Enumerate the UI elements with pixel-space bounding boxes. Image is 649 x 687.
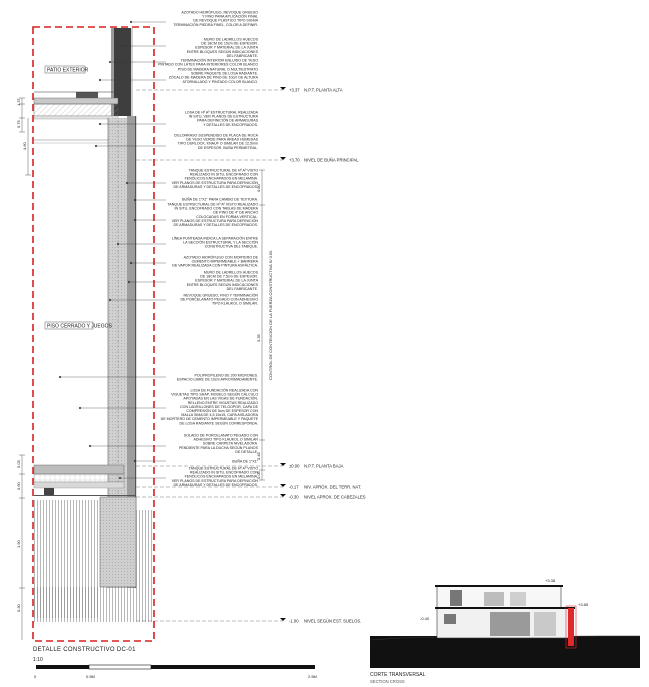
scale-bar <box>36 665 315 669</box>
left-dim-1: 1.37 <box>16 98 21 106</box>
level-value-5: -0.30 <box>289 494 299 500</box>
leader-dot-15 <box>79 407 81 409</box>
note-2-line-2: DE 18CM DE 15cm DE ESPESOR. <box>201 41 258 46</box>
scale-tick-0: 0 <box>34 674 37 679</box>
note-18-line-1: TANQUE ESTRUCTURAL DE Hº Aº VISTO <box>188 466 258 471</box>
leader-dot-18 <box>119 477 121 479</box>
note-4-line-1: PISO DE MADERA NATURAL O MULTIESTRATO <box>177 67 258 72</box>
left-dimension-chain <box>19 98 31 640</box>
note-5-line-2: IN SITU, VER PLANOS DE ESTRUCTURA <box>188 114 258 119</box>
leader-dot-5 <box>99 123 101 125</box>
note-12-line-4: ENTRE BLOQUES SEGÚN INDICACIONES <box>186 282 258 287</box>
note-5-line-3: PARA DEFINICIÓN DE ARMADURAS <box>197 118 258 123</box>
right-dimension-chain <box>259 170 265 480</box>
level-markers <box>136 87 366 624</box>
level-label-5: NIVEL APROX. DE CABEZALES <box>304 494 366 500</box>
note-1-line-2: Y FINO PARA APLICACIÓN FINAL <box>202 14 258 19</box>
level-marker-icon-6 <box>280 618 286 621</box>
note-2-line-5: DEL FABRICANTE. <box>226 53 258 58</box>
note-7-line-2: REALIZADO IN SITU, ENCOFRADO CON <box>189 172 258 177</box>
section-level-3: +3.85 <box>578 602 589 607</box>
note-10-line-1: LÍNEA PUNTEADA INDICA LA SEPARACIÓN ENTRE <box>171 236 258 241</box>
note-16-line-5: DE DETALLE. <box>235 449 258 454</box>
note-2-line-4: ENTRE BLOQUES SEGÚN INDICACIONES <box>186 49 258 54</box>
room-label-upper: PATIO EXTERIOR <box>47 67 89 74</box>
note-15-line-4: RELLENO ENTRE VIGUETAS REALIZADO <box>187 400 258 405</box>
left-dim-5: 0.60 <box>16 482 21 490</box>
left-dim-7: 0.30 <box>16 604 21 612</box>
note-2-line-3: ESPESOR Y MATERIAL DE LA JUNTA <box>195 45 258 50</box>
note-4-line-3: ZÓCALO DE MADERA DE PINO DE 10cm DE ALTURA <box>168 75 258 80</box>
scale-tick-2: 2.5M <box>308 674 317 679</box>
note-1-line-3: DE REVOQUE PLÁSTICO TIPO SIGMA <box>193 18 258 23</box>
note-12-line-5: DEL FABRICANTE. <box>226 286 258 291</box>
right-dim-1: 0.80 <box>256 184 261 192</box>
note-7-line-5: DE ARMADURAS Y DETALLES DE ENCOFRADOS. <box>173 184 258 189</box>
level-label-6: NIVEL SEGÚN EST. SUELOS. <box>304 618 362 624</box>
highlight-wall-red <box>568 608 574 646</box>
note-16-line-1: SOLADO DE PORCELANATO PEGADO CON <box>183 433 258 438</box>
note-12-line-3: ESPESOR Y MATERIAL DE LA JUNTA <box>195 278 258 283</box>
leader-dot-2 <box>121 45 123 47</box>
level-value-4: -0.17 <box>289 484 299 490</box>
cross-section-thumbnail <box>370 578 640 668</box>
note-10-line-3: CONSTRUCTIVA DEL TABIQUE. <box>204 244 258 249</box>
note-15-line-9: DE LOSA RADIANTE SEGÚN CORRESPONDA. <box>179 421 258 426</box>
ground-floor-slab <box>34 465 124 474</box>
section-level-2: -0.40 <box>420 616 430 621</box>
left-dim-2: 0.75 <box>16 120 21 128</box>
note-2-line-1: MURO DE LADRILLOS HUECOS <box>203 37 258 42</box>
level-marker-icon-4 <box>280 484 286 487</box>
leader-dot-11 <box>130 262 132 264</box>
leader-dot-12 <box>128 281 130 283</box>
leader-dot-16 <box>89 445 91 447</box>
note-16-line-3: SOBRE CARPETA NIVELADORA. <box>202 441 258 446</box>
note-9-line-1: TANQUE ESTRUCTURAL DE Hº Aº VISTO REALIZADO <box>167 202 258 207</box>
note-15-line-7: MALLA SIMA DE 4,5 15x15, CAPA AISLADORA <box>181 413 258 418</box>
note-18-line-4: VER PLANOS DE ESTRUCTURA PARA DEFINICIÓN <box>171 478 258 483</box>
note-5-line-1: LOSA DE Hº Aº ESTRUCTURAL REALIZADA <box>184 110 258 115</box>
note-15-line-6: COMPRESIÓN DE 5cm DE ESPESOR CON <box>186 409 258 413</box>
note-1-line-1: AZOTADO HIDRÓFUGO, REVOQUE GRUESO <box>181 10 258 15</box>
note-17-line-1: BUÑA DE 1"X1" <box>232 459 258 464</box>
note-4-line-4: ATORNILLADO Y PINTADO COLOR BLANCO. <box>182 79 258 84</box>
note-4-line-2: SOBRE PAQUETE DE LOSA RADIANTE. <box>190 71 258 76</box>
note-6-line-2: DE YESO VERDE PARA ÁREAS HÚMEDAS <box>186 137 258 142</box>
detail-scale: 1:10 <box>33 657 43 663</box>
right-dim-5: 0.05 <box>256 471 261 479</box>
note-9-line-3: DE PINO DE 4" DE ANCHO <box>213 210 258 215</box>
note-3-line-2: PINTADO CON LÁTEX PARA INTERIORES COLOR BLANCO <box>158 62 258 67</box>
note-13-line-1: REVOQUE GRUESO, FINO Y TERMINACIÓN <box>183 293 258 298</box>
level-marker-icon-2 <box>280 157 286 160</box>
note-9-line-4: COLOCADAS EN FORMA VERTICAL. <box>196 214 258 219</box>
leader-dot-13 <box>109 299 111 301</box>
left-dim-6: 1.90 <box>16 540 21 548</box>
note-18-line-3: FENÓLICOS ENCHAPADOS EN MELAMINA. <box>184 474 258 479</box>
level-label-1: N.P.T. PLANTA ALTA <box>304 87 343 93</box>
note-16-line-4: PENDIENTE PARA LA DUCHA SEGÚN PLANOS <box>178 445 258 450</box>
left-dim-3: 4.60 <box>22 142 27 150</box>
note-6-line-3: TIPO DURLOCK, KNAUF O SIMILAR DE 12,5mm <box>177 141 258 146</box>
note-6-line-1: CIELORRASO SUSPENDIDO DE PLACA DE ROCA <box>173 133 258 138</box>
note-6-line-4: DE ESPESOR. BUÑA PERIMETRAL. <box>197 145 258 150</box>
note-9-line-6: DE ARMADURAS Y DETALLES DE ENCOFRADOS. <box>173 223 258 227</box>
level-label-3: N.P.T. PLANTA BAJA <box>304 463 344 469</box>
section-title: CORTE TRANSVERSAL <box>370 672 426 678</box>
note-7-line-4: VER PLANOS DE ESTRUCTURA PARA DEFINICIÓN <box>171 180 258 185</box>
note-13-line-2: DE PORCELANATO PEGADO CON ADHESIVO <box>180 297 258 302</box>
level-label-4: NIV. APROX. DEL TERR. NAT. <box>304 484 362 490</box>
right-dim-3: 3.35 <box>256 334 261 342</box>
note-14-line-2: ESPACIO LIBRE DE 10cm APROXIMADAMENTE. <box>176 377 258 382</box>
upper-floor-slab <box>34 98 118 104</box>
leader-dot-8 <box>134 199 136 201</box>
note-16-line-2: ADHESIVO TIPO KLAUKOL O SIMILAR <box>193 437 258 442</box>
leader-dot-9 <box>134 219 136 221</box>
note-18-line-5: DE ARMADURAS Y DETALLES DE ENCOFRADOS. <box>173 482 258 487</box>
scale-tick-1: 0.5M <box>86 674 95 679</box>
note-15-line-8: DE MORTERO DE CEMENTO IMPERMEABLE Y PAQUETE <box>160 417 258 422</box>
note-9-line-2: IN SITU, ENCOFRADO CON TABLAS DE MADERA <box>174 206 258 211</box>
note-3-line-1: TERMINACIÓN INTERIOR ENLUIDO DE YESO <box>180 58 258 63</box>
level-marker-icon-5 <box>280 494 286 497</box>
level-value-3: ±0.00 <box>289 463 300 469</box>
note-15-line-5: CON LADRILLONES DE TELGOPOR, CAPA DE <box>180 404 258 409</box>
detail-title: DETALLE CONSTRUCTIVO DC-01 <box>33 647 136 653</box>
note-14-line-1: POLIPROPILENO DE 200 MICRONES. <box>194 373 258 378</box>
leader-dot-6 <box>95 145 97 147</box>
level-value-6: -1.00 <box>289 618 299 624</box>
note-7-line-3: FENÓLICOS ENCHAPADOS EN MELAMINA. <box>184 176 258 181</box>
leader-dot-4 <box>99 79 101 81</box>
detail-wall-section <box>16 27 154 641</box>
note-12-line-1: MURO DE LADRILLOS HUECOS <box>203 270 258 275</box>
note-8-line-1: BUÑA DE 1"X1" PARA CAMBIO DE TEXTURA. <box>182 197 258 202</box>
note-11-line-1: AZOTADO HIDRÓFUGO CON MORTERO DE <box>183 255 258 260</box>
level-marker-icon-1 <box>280 87 286 90</box>
note-13-line-3: TIPO KLAUKOL O SIMILAR. <box>212 301 258 306</box>
left-dim-4: 5.03 <box>16 460 21 468</box>
level-value-2: +3.70 <box>289 157 300 163</box>
leader-dot-10 <box>117 243 119 245</box>
section-level-1: +3.38 <box>545 578 556 583</box>
note-12-line-2: DE 18CM DE 7,5cm DE ESPESOR. <box>200 274 258 279</box>
terrain-ground <box>370 636 640 668</box>
note-9-line-5: VER PLANOS DE ESTRUCTURA PARA DEFINICIÓN <box>171 218 258 223</box>
leader-dot-1 <box>130 21 132 23</box>
level-marker-icon-3 <box>280 463 286 466</box>
annotation-notes <box>158 10 259 487</box>
note-18-line-2: REALIZADO IN SITU, ENCOFRADO CON <box>189 470 258 475</box>
note-11-line-2: CEMENTO IMPERMEABLE + BARRERA <box>191 259 258 264</box>
note-15-line-3: APOYADAS EN LAS VIGAS DE FUNDACIÓN. <box>183 396 258 401</box>
leader-dot-14 <box>59 376 61 378</box>
right-dim-2: CONTROL DE CONTENCIÓN DE LA FUERZA CONSTRUCTIVA S/ 0.50 <box>268 250 273 380</box>
leader-dot-3 <box>109 61 111 63</box>
level-label-2: NIVEL DE BUÑA PRINCIPAL <box>304 157 359 163</box>
note-7-line-1: TANQUE ESTRUCTURAL DE Hº Aº VISTO <box>188 168 258 173</box>
room-label-lower: PISO CERRADO Y JUEGOS <box>47 323 112 330</box>
note-10-line-2: LA SECCIÓN ESTRUCTURAL Y LA SECCIÓN <box>183 240 258 245</box>
leader-dot-7 <box>126 182 128 184</box>
note-11-line-3: DE VAPOR REALIZADA CON PINTURA ASFÁLTICA. <box>172 263 258 268</box>
note-15-line-1: LOSA DE FUNDACIÓN REALIZADA CON <box>190 388 258 393</box>
leader-dot-17 <box>134 460 136 462</box>
note-5-line-4: Y DETALLES DE ENCOFRADOS. <box>203 122 258 127</box>
right-dim-4: 0.45 <box>256 452 261 460</box>
section-subtitle: SECTION CROSS <box>370 679 405 684</box>
note-15-line-2: VIGUETAS TIPO SHAP, MODELO SEGÚN CÁLCULO <box>171 392 258 397</box>
note-1-line-4: TERMINACIÓN PIEDRA FINEL, COLOR A DEFINIR. <box>173 22 258 27</box>
level-value-1: +3.37 <box>289 87 300 93</box>
